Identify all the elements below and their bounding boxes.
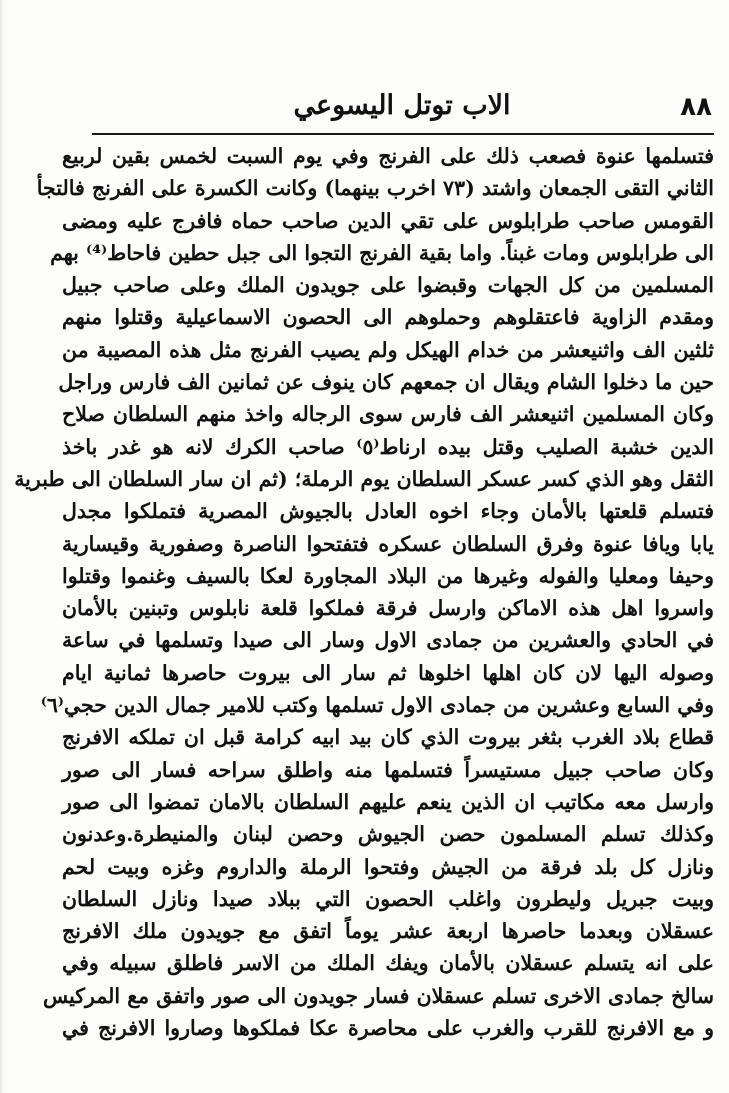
text-line: وحيفا ومعليا والفوله وغيرها من البلاد المجاورة لعكا بالسيف وغنموا وقتلوا (62, 563, 714, 588)
page-header (92, 86, 712, 128)
text-line: وكان المسلمين اثنيعشر الف فارس سوى الرجاله واخذ منهم السلطان صلاح (62, 402, 714, 427)
text-line: ونازل كل بلد فرقة من الجيش وفتحوا الرملة والداروم وغزه وبيت لحم (62, 854, 714, 879)
text-line: فتسلم قلعتها بالأمان وجاء اخوه العادل بالجيوش المصرية فتملكوا مجدل (62, 499, 714, 524)
text-line: فتسلمها عنوة فصعب ذلك على الفرنج وفي يوم السبت لخمس بقين لربيع (62, 144, 714, 168)
text-line: قطاع بلاد الغرب بثغر بيروت الذي كان بيد ابيه كرامة قبل ان تملكه الافرنج (62, 725, 714, 750)
text-line: الثاني التقى الجمعان واشتد (٧٣ اخرب بينهما) وكانت الكسرة على الفرنج فالتجأ (36, 176, 714, 201)
page-number: ٨٨ (680, 92, 712, 122)
text-line: حين ما دخلوا الشام ويقال ان جمعهم كان ينوف عن ثمانين الف فارس وراجل (58, 370, 714, 395)
text-line: سالخ جمادى الاخرى تسلم عسقلان فسار جويدون الى صور واتفق مع المركيس (42, 983, 714, 1008)
text-line: الدين خشبة الصليب وقتل بيده ارناط⁽٥⁾ صاحب الكرك لانه هو غدر باخذ (62, 434, 714, 459)
text-line: وبيت جبريل وليطرون واغلب الحصون التي ببلاد صيدا ونازل السلطان (62, 886, 714, 911)
text-line: و مع الافرنج للقرب والغرب على محاصرة عكا فملكوها وصاروا الافرنج في (62, 1016, 714, 1041)
text-line: على انه يتسلم عسقلان بالأمان ويفك الملك من الاسر فاطلق سبيله وفي (62, 951, 715, 976)
header-rule (92, 133, 714, 135)
text-line: وصوله اليها لان كان اهلها اخلوها ثم سار الى بيروت حاصرها ثمانية ايام (62, 660, 714, 685)
text-line: القومس صاحب طرابلوس على تقي الدين صاحب حماه فافرج عليه ومضى (62, 208, 714, 233)
running-title: الاب توتل اليسوعي (293, 90, 511, 121)
text-line: يابا ويافا عنوة وفرق السلطان عسكره فتفتحوا الناصرة وصفورية وقيسارية (62, 531, 714, 556)
body-text (14, 140, 715, 1044)
text-line: المسلمين من كل الجهات وقبضوا على جويدون الملك وعلى صاحب جبيل (62, 273, 714, 298)
text-line: وكذلك تسلم المسلمون حصن الجيوش وحصن لبنان والمنيطرة.وعدنون (62, 822, 714, 847)
text-line: ومقدم الزاوية فاعتقلوهم وحملوهم الى الحصون الاسماعيلية وقتلوا منهم (62, 305, 714, 330)
text-line: وفي السابع وعشرين من جمادى الاول تسلمها وكتب للامير جمال الدين حجي⁽٦⁾ (40, 693, 714, 718)
text-line: واسروا اهل هذه الاماكن وارسل فرقة فملكوا قلعة نابلوس وتبنين بالأمان (62, 596, 714, 621)
text-line: عسقلان وبعدما حاصرها اربعة عشر يوماً اتفق مع جويدون ملك الافرنج (62, 919, 714, 944)
text-line: وكان صاحب جبيل مستيسراً فتسلمها منه واطلق سراحه فسار الى صور (62, 757, 714, 782)
text-line: ثلثين الف واثنيعشر من خدام الهيكل ولم يصيب الفرنج مثل هذه المصيبة من (62, 337, 714, 362)
text-line: في الحادي والعشرين من جمادى الاول وسار الى صيدا وتسلمها في ساعة (62, 628, 714, 653)
text-line: الى طرابلوس ومات غبناً. واما بقية الفرنج التجوا الى جبل حطين فاحاط⁽⁴⁾ بهم (50, 240, 714, 265)
text-line: الثقل وهو الذي كسر عسكر السلطان يوم الرملة؛ (ثم ان سار السلطان الى طبرية (14, 466, 714, 491)
text-line: وارسل معه مكاتيب ان الذين ينعم عليهم السلطان بالامان تمضوا الى صور (62, 789, 714, 814)
page-edge-shadow (0, 0, 4, 1093)
